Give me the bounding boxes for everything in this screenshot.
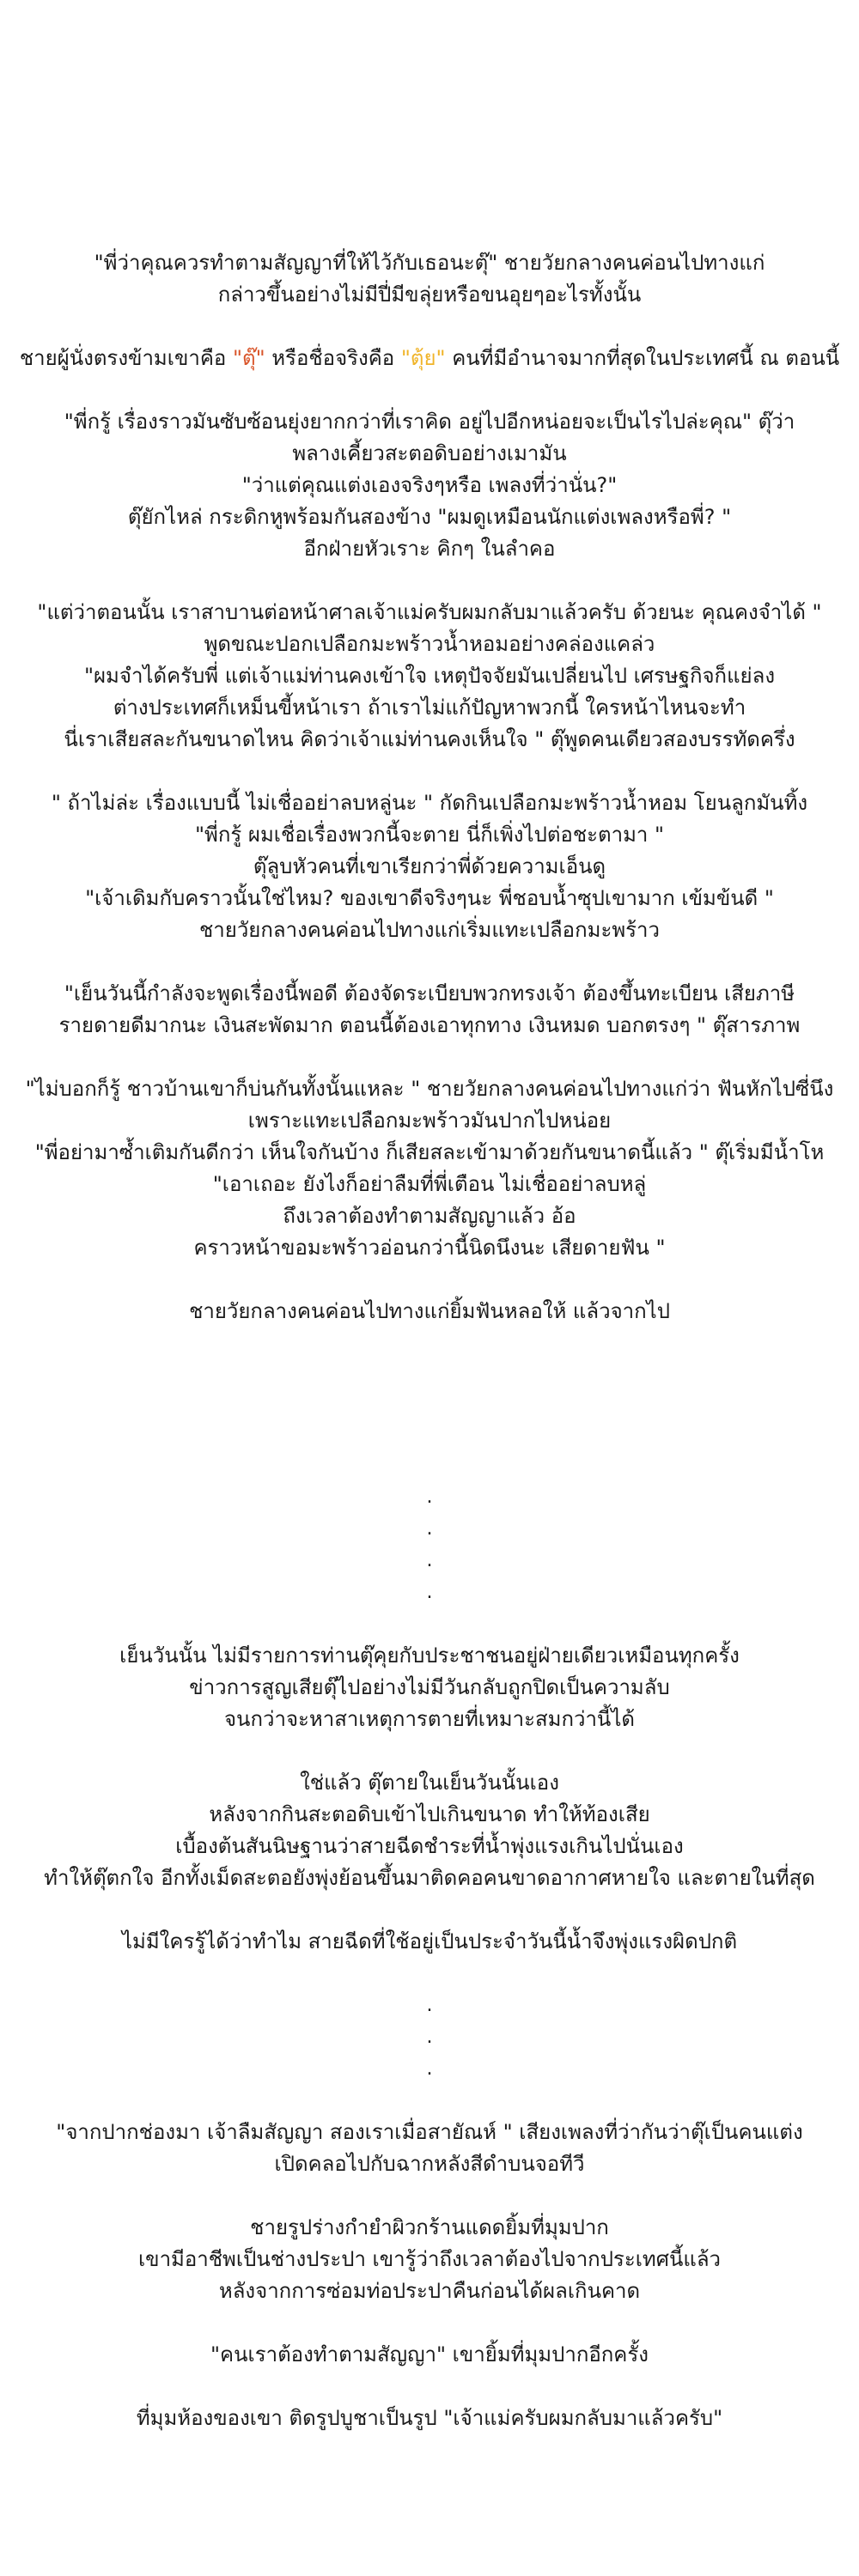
text-line: "พี่อย่ามาซ้ำเติมกันดีกว่า เห็นใจกันบ้าง ก็เสียสละเข้ามาด้วยกันขนาดนี้แล้ว " ตุ๊เริ่มมีน้ำโห	[34, 1140, 825, 1164]
text-line: ทำให้ตุ๊ตกใจ อีกทั้งเม็ดสะตอยังพุ่งย้อนขึ้นมาติดคอคนขาดอากาศหายใจ และตายในที่สุด	[44, 1866, 815, 1890]
text-line: จนกว่าจะหาสาเหตุการตายที่เหมาะสมกว่านี้ได้	[223, 1707, 635, 1731]
story-body	[0, 247, 859, 2466]
text-line: ชายวัยกลางคนค่อนไปทางแก่ยิ้มฟันหลอให้ แล้วจากไป	[189, 1299, 670, 1323]
text-line: ตุ๊ยักไหล่ กระดิกหูพร้อมกันสองข้าง "ผมดูเหมือนนักแต่งเพลงหรือพี่? "	[127, 505, 732, 529]
paragraph-4	[0, 597, 859, 756]
paragraph-11	[0, 1926, 859, 1958]
text-line: ข่าวการสูญเสียตุ๊ไปอย่างไม่มีวันกลับถูกปิดเป็นความลับ	[189, 1675, 670, 1699]
text-line: พลางเคี้ยวสะตอดิบอย่างเมามัน	[292, 441, 567, 465]
text-line: "คนเราต้องทำตามสัญญา" เขายิ้มที่มุมปากอีกครั้ง	[210, 2342, 649, 2366]
text-line: "ไม่บอกก็รู้ ชาวบ้านเขาก็บ่นกันทั้งนั้นแหละ " ชายวัยกลางคนค่อนไปทางแก่ว่า ฟันหักไปซี่นึง	[25, 1077, 834, 1101]
paragraph-6	[0, 978, 859, 1042]
separator-dot: .	[426, 2026, 433, 2048]
separator-dot: .	[426, 1518, 433, 1540]
text-line: "พี่กรู้ เรื่องราวมันซับซ้อนยุ่งยากกว่าที่เราคิด อยู่ไปอีกหน่อยจะเป็นไรไปล่ะคุณ" ตุ๊ว่า	[64, 410, 795, 434]
text-line: ต่างประเทศก็เหม็นขี้หน้าเรา ถ้าเราไม่แก้ปัญหาพวกนี้ ใครหน้าไหนจะทำ	[113, 696, 746, 720]
text-fragment: ชายผู้นั่งตรงข้ามเขาคือ	[19, 346, 233, 370]
text-line: "ผมจำได้ครับพี่ แต่เจ้าแม่ท่านคงเข้าใจ เหตุปัจจัยมันเปลี่ยนไป เศรษฐกิจก็แย่ลง	[83, 664, 776, 688]
text-fragment: คนที่มีอำนาจมากที่สุดในประเทศนี้ ณ ตอนนี้	[445, 346, 840, 370]
paragraph-7	[0, 1073, 859, 1264]
paragraph-13	[0, 2212, 859, 2307]
separator-dot: .	[426, 2058, 433, 2080]
text-line-with-names	[3, 343, 856, 374]
section-spacer	[0, 1359, 859, 1481]
paragraph-9	[0, 1640, 859, 1735]
text-line: รายดายดีมากนะ เงินสะพัดมาก ตอนนี้ต้องเอาทุกทาง เงินหมด บอกตรงๆ " ตุ๊สารภาพ	[58, 1013, 801, 1037]
text-line: พูดขณะปอกเปลือกมะพร้าวน้ำหอมอย่างคล่องแคล่ว	[204, 632, 655, 656]
text-line: "เย็นวันนี้กำลังจะพูดเรื่องนี้พอดี ต้องจัดระเบียบพวกทรงเจ้า ต้องขึ้นทะเบียน เสียภาษี	[64, 981, 795, 1005]
paragraph-1	[0, 247, 859, 311]
text-line: " ถ้าไม่ล่ะ เรื่องแบบนี้ ไม่เชื่ออย่าลบหลู่นะ " กัดกินเปลือกมะพร้าวน้ำหอม โยนลูกมันทิ้ง	[51, 791, 808, 815]
text-line: "เจ้าเดิมกับคราวนั้นใช่ไหม? ของเขาดีจริงๆนะ พี่ชอบน้ำซุปเขามาก เข้มข้นดี "	[85, 886, 774, 910]
paragraph-3	[0, 406, 859, 565]
text-line: ไม่มีใครรู้ได้ว่าทำไม สายฉีดที่ใช้อยู่เป็นประจำวันนี้น้ำจึงพุ่งแรงผิดปกติ	[121, 1929, 738, 1953]
paragraph-14	[0, 2339, 859, 2371]
text-line: หลังจากกินสะตอดิบเข้าไปเกินขนาด ทำให้ท้องเสีย	[209, 1802, 650, 1826]
paragraph-5	[0, 787, 859, 946]
text-line: คราวหน้าขอมะพร้าวอ่อนกว่านี้นิดนึงนะ เสียดายฟัน "	[193, 1236, 666, 1260]
text-line: ชายวัยกลางคนค่อนไปทางแก่เริ่มแทะเปลือกมะพร้าว	[198, 918, 660, 942]
highlighted-real-name: "ตุ้ย"	[400, 346, 446, 370]
paragraph-10	[0, 1767, 859, 1894]
text-line: ใช่แล้ว ตุ๊ตายในเย็นวันนั้นเอง	[300, 1771, 559, 1795]
text-line: เขามีอาชีพเป็นช่างประปา เขารู้ว่าถึงเวลาต้องไปจากประเทศนี้แล้ว	[137, 2247, 722, 2271]
text-line: อีกฝ่ายหัวเราะ คิกๆ ในลำคอ	[303, 537, 556, 561]
text-line: "ว่าแต่คุณแต่งเองจริงๆหรือ เพลงที่ว่านั่น?"	[241, 473, 618, 497]
text-line: "เอาเถอะ ยังไงก็อย่าลืมที่พี่เตือน ไม่เชื่ออย่าลบหลู่	[212, 1172, 647, 1196]
text-line: กล่าวขึ้นอย่างไม่มีปี่มีขลุ่ยหรือขนอุยๆอะไรทั้งนั้น	[217, 283, 642, 307]
separator-dots-1	[0, 1481, 859, 1608]
text-line: "พี่กรู้ ผมเชื่อเรื่องพวกนี้จะตาย นี่ก็เพิ่งไปต่อชะตามา "	[194, 823, 665, 847]
text-line: เพราะแทะเปลือกมะพร้าวมันปากไปหน่อย	[247, 1109, 612, 1133]
text-line: ถึงเวลาต้องทำตามสัญญาแล้ว อ้อ	[283, 1204, 576, 1228]
separator-dots-2	[0, 1990, 859, 2085]
separator-dot: .	[426, 1486, 433, 1508]
text-fragment: หรือชื่อจริงคือ	[265, 346, 401, 370]
highlighted-name: "ตุ๊"	[232, 346, 265, 370]
text-line: นี่เราเสียสละกันขนาดไหน คิดว่าเจ้าแม่ท่านคงเห็นใจ " ตุ๊พูดคนเดียวสองบรรทัดครึ่ง	[64, 727, 795, 751]
text-line: "แต่ว่าตอนนั้น เราสาบานต่อหน้าศาลเจ้าแม่ครับผมกลับมาแล้วครับ ด้วยนะ คุณคงจำได้ "	[37, 600, 822, 624]
text-line: ตุ๊ลูบหัวคนที่เขาเรียกว่าพี่ด้วยความเอ็นดู	[253, 854, 606, 878]
separator-dot: .	[426, 1995, 433, 2016]
paragraph-2	[0, 343, 859, 374]
paragraph-12	[0, 2117, 859, 2180]
separator-dot: .	[426, 1582, 433, 1603]
text-line: เปิดคลอไปกับฉากหลังสีดำบนจอทีวี	[274, 2152, 585, 2176]
text-line: ชายรูปร่างกำยำผิวกร้านแดดยิ้มที่มุมปาก	[250, 2215, 609, 2239]
text-line: เบื้องต้นสันนิษฐานว่าสายฉีดชำระที่น้ำพุ่งแรงเกินไปนั่นเอง	[175, 1834, 684, 1858]
text-line: เย็นวันนั้น ไม่มีรายการท่านตุ๊คุยกับประชาชนอยู่ฝ่ายเดียวเหมือนทุกครั้ง	[119, 1643, 740, 1668]
paragraph-15	[0, 2403, 859, 2434]
text-line: หลังจากการซ่อมท่อประปาคืนก่อนได้ผลเกินคาด	[218, 2279, 641, 2303]
text-line: ที่มุมห้องของเขา ติดรูปบูชาเป็นรูป "เจ้าแม่ครับผมกลับมาแล้วครับ"	[136, 2406, 723, 2430]
separator-dot: .	[426, 1550, 433, 1571]
paragraph-8	[0, 1296, 859, 1327]
text-line: "พี่ว่าคุณควรทำตามสัญญาที่ให้ไว้กับเธอนะตุ๊" ชายวัยกลางคนค่อนไปทางแก่	[94, 251, 765, 275]
text-line: "จากปากช่องมา เจ้าลืมสัญญา สองเราเมื่อสายัณห์ " เสียงเพลงที่ว่ากันว่าตุ๊เป็นคนแต่ง	[56, 2120, 803, 2144]
